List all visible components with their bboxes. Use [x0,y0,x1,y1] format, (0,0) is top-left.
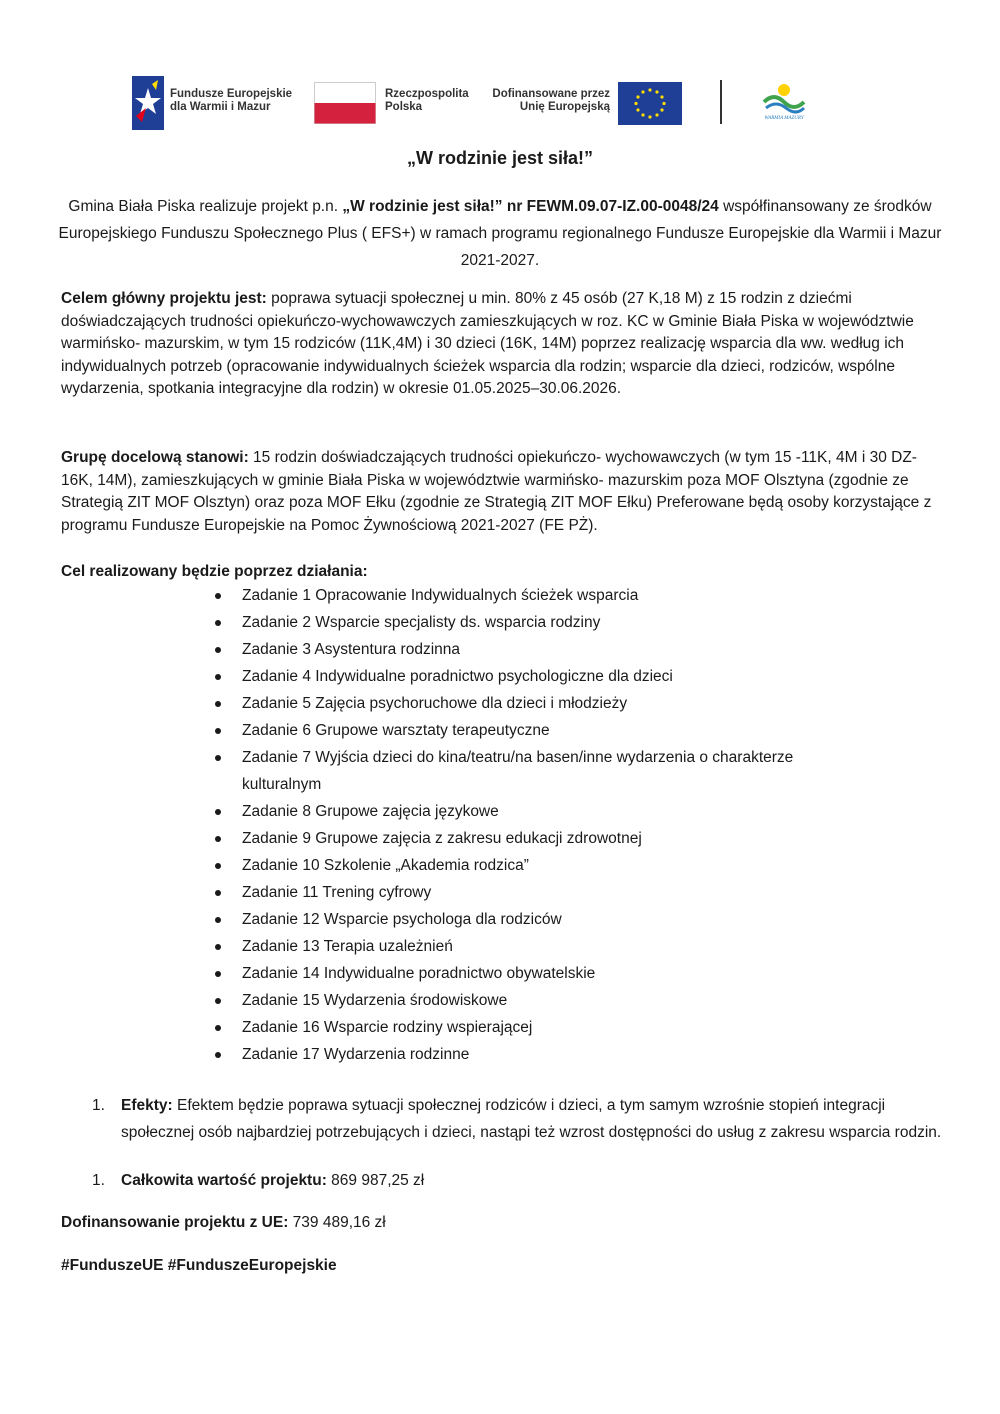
funding-value: 739 489,16 zł [288,1214,386,1231]
task-item: Zadanie 13 Terapia uzależnień [0,933,862,960]
target-group-text: 15 rodzin doświadczających trudności opiekuńczo- wychowawczych (w tym 15 -11K, 4M i 30 DZ-16K, 14M), zamieszkujących w gminie Biała Piska w województwie warmińsko- mazurskim poza MOF Olsztyna (zgodnie ze Strategią ZIT MOF Olsztyn) oraz poza MOF Ełku (zgodnie ze Strategią ZIT MOF Ełku) Preferowane będą osoby korzystające z programu Fundusze Europejskie na Pomoc Żywnościową 2021-2027 (FE PŻ). [61,449,932,534]
rp-logo-text [385,88,469,114]
task-item: Zadanie 4 Indywidualne poradnictwo psychologiczne dla dzieci [0,663,862,690]
intro-project-number: „W rodzinie jest siła!” nr FEWM.09.07-IZ.00-0048/24 [342,198,719,215]
intro-text-start: Gmina Biała Piska realizuje projekt p.n. [68,198,343,215]
goal-label: Celem główny projektu jest: [61,290,267,307]
goal-paragraph [61,288,941,401]
task-item: Zadanie 12 Wsparcie psychologa dla rodziców [0,906,862,933]
task-item: Zadanie 11 Trening cyfrowy [0,879,862,906]
logo-bar [126,76,826,132]
effects-content [121,1092,946,1146]
effects-item [0,1092,1000,1146]
total-label: Całkowita wartość projektu: [121,1172,327,1189]
ue-logo-line2: Unię Europejską [519,101,610,113]
eu-flag [618,82,682,125]
rp-logo-line1: Rzeczpospolita [385,88,469,100]
polish-flag [314,82,376,124]
total-value: 869 987,25 zł [326,1172,425,1189]
fe-logo-line1: Fundusze Europejskie [170,88,293,100]
task-item: Zadanie 7 Wyjścia dzieci do kina/teatru/na basen/inne wydarzenia o charakterze kulturalnym [0,744,862,798]
warmia-mazury-logo [762,80,806,116]
intro-text-end: współfinansowany ze środków Europejskiego Funduszu Społecznego Plus ( EFS+) w ramach programu regionalnego Fundusze Europejskie dla Warmii i Mazur 2021-2027. [58,198,942,269]
task-item: Zadanie 2 Wsparcie specjalisty ds. wsparcia rodziny [0,609,862,636]
task-item: Zadanie 5 Zajęcia psychoruchowe dla dzieci i młodzieży [0,690,862,717]
total-value-item [0,1167,1000,1194]
wm-logo-text: WARMIA MAZURY [764,116,804,121]
intro-paragraph [55,193,945,274]
task-item: Zadanie 10 Szkolenie „Akademia rodzica” [0,852,862,879]
task-item: Zadanie 14 Indywidualne poradnictwo obywatelskie [0,960,862,987]
task-item: Zadanie 17 Wydarzenia rodzinne [0,1041,862,1068]
target-group-paragraph [61,447,941,537]
effects-text: Efektem będzie poprawa sytuacji społecznej rodziców i dzieci, a tym samym wzrośnie stopień integracji społecznej osób najbardziej potrzebujących i dzieci, nastąpi też wzrost dostępności do usług z zakresu wsparcia rodzin. [121,1097,942,1141]
task-item: Zadanie 15 Wydarzenia środowiskowe [0,987,862,1014]
logo-divider [720,80,722,124]
task-item: Zadanie 3 Asystentura rodzinna [0,636,862,663]
total-number: 1. [92,1172,105,1189]
task-item: Zadanie 8 Grupowe zajęcia językowe [0,798,862,825]
hashtags: #FunduszeUE #FunduszeEuropejskie [61,1257,337,1274]
page-title: „W rodzinie jest siła!” [406,148,594,168]
funding-paragraph [61,1212,941,1235]
task-item: Zadanie 16 Wsparcie rodziny wspierającej [0,1014,862,1041]
effects-number: 1. [92,1097,105,1114]
fe-logo-line2: dla Warmii i Mazur [170,101,271,113]
goal-text: poprawa sytuacji społecznej u min. 80% z 45 osób (27 K,18 M) z 15 rodzin z dziećmi doświadczających trudności opiekuńczo-wychowawczych zamieszkujących w roz. KC w Gminie Biała Piska w województwie warmińsko- mazurskim, w tym 15 rodziców (11K,4M) i 30 dzieci (16K, 14M) poprzez realizację wsparcia dla ww. według ich indywidualnych potrzeb (opracowanie indywidualnych ścieżek wsparcia dla rodzin; wsparcie dla dzieci, rodziców, wspólne wydarzenia, spotkania integracyjne dla rodzin) w okresie 01.05.2025–30.06.2026. [61,290,914,397]
target-group-label: Grupę docelową stanowi: [61,449,249,466]
total-content [121,1167,946,1194]
task-list [0,582,1000,1068]
fundusze-europejskie-logo [132,76,164,130]
funding-label: Dofinansowanie projektu z UE: [61,1214,289,1231]
ue-logo-line1: Dofinansowane przez [492,88,610,100]
ue-logo-text [492,88,610,114]
task-item: Zadanie 1 Opracowanie Indywidualnych ścieżek wsparcia [0,582,862,609]
task-item: Zadanie 6 Grupowe warsztaty terapeutyczne [0,717,862,744]
rp-logo-line2: Polska [385,101,423,113]
effects-label: Efekty: [121,1097,173,1114]
fe-logo-text [170,88,292,114]
actions-heading: Cel realizowany będzie poprzez działania: [61,563,368,580]
task-item: Zadanie 9 Grupowe zajęcia z zakresu edukacji zdrowotnej [0,825,862,852]
